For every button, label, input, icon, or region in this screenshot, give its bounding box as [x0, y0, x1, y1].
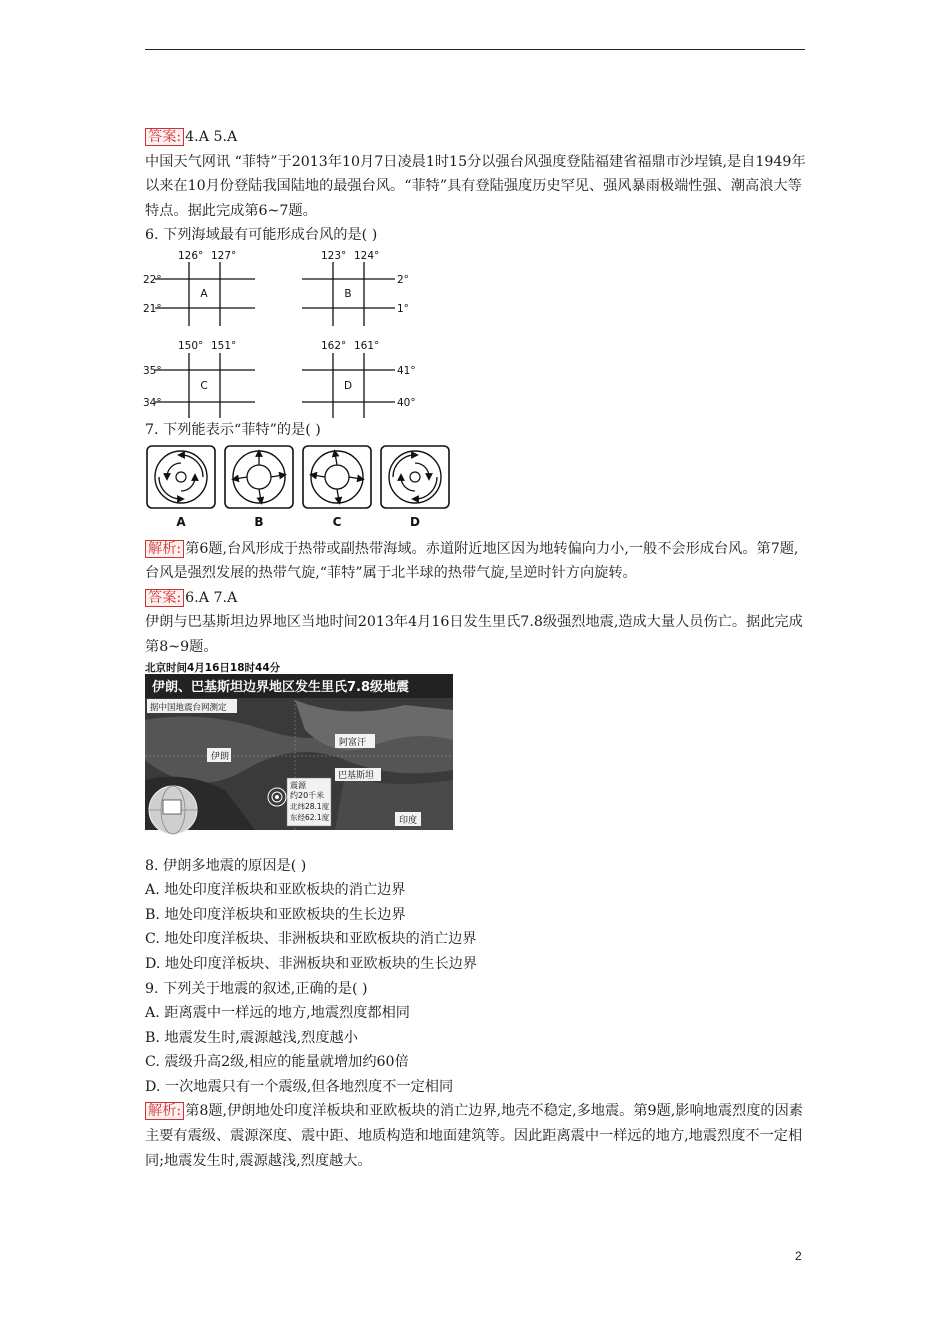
document-body [145, 125, 810, 1173]
cyclone-b-label: B [254, 514, 264, 529]
grid-d-lat-bottom: 40° [397, 396, 416, 409]
grid-b-lat-bottom: 1° [397, 302, 409, 315]
q9-option-d: D. 一次地震只有一个震级,但各地烈度不一定相同 [145, 1078, 454, 1095]
map-source: 据中国地震台网测定 [150, 702, 227, 713]
epicenter-lon: 东经62.1度 [290, 812, 330, 822]
grid-c-lon-right: 151° [211, 339, 237, 352]
q8-option-d: D. 地处印度洋板块、非洲板块和亚欧板块的生长边界 [145, 955, 478, 972]
grid-b-lon-right: 124° [354, 249, 380, 262]
question-7: 7. 下列能表示“菲特”的是( ) [145, 421, 321, 438]
lat-lon-grid-figure [145, 248, 435, 418]
grid-b-letter: B [344, 287, 352, 300]
globe-icon [149, 786, 197, 834]
question-8: 8. 伊朗多地震的原因是( ) [145, 857, 307, 874]
map-label-afghanistan: 阿富汗 [339, 737, 367, 748]
grid-c-lat-top: 35° [143, 364, 162, 377]
cyclone-c-label: C [332, 514, 342, 529]
answer-tag: 答案: [145, 589, 184, 607]
cyclone-options-figure [145, 443, 465, 531]
q8-option-c: C. 地处印度洋板块、非洲板块和亚欧板块的消亡边界 [145, 931, 477, 948]
header-rule [145, 49, 805, 50]
grid-b [302, 250, 409, 326]
q9-option-b: B. 地震发生时,震源越浅,烈度越小 [145, 1029, 358, 1046]
grid-d-lon-left: 162° [321, 339, 347, 352]
epicenter-title: 震源 [290, 780, 306, 790]
q9-option-c: C. 震级升高2级,相应的能量就增加约60倍 [145, 1054, 409, 1071]
cyclone-a-label: A [176, 514, 186, 529]
answer-4-5: 答案: 4.A 5.A [145, 125, 810, 150]
question-9: 9. 下列关于地震的叙述,正确的是( ) [145, 980, 368, 997]
map-label-india: 印度 [399, 815, 418, 826]
q9-option-a: A. 距离震中一样远的地方,地震烈度都相同 [145, 1005, 410, 1022]
grid-c-lat-bottom: 34° [143, 396, 162, 409]
grid-b-lat-top: 2° [397, 273, 409, 286]
grid-c-letter: C [200, 379, 208, 392]
grid-d-lon-right: 161° [354, 339, 380, 352]
grid-a-letter: A [200, 287, 208, 300]
grid-a-lon-left: 126° [178, 249, 204, 262]
analysis-6-7: 解析: 第6题,台风形成于热带或副热带海域。赤道附近地区因为地转偏向力小,一般不会形成台风。第7题,台风是强烈发展的热带气旋,“菲特”属于北半球的热带气旋,呈逆时针方向旋转。 [145, 540, 799, 582]
grid-c-lon-left: 150° [178, 339, 204, 352]
grid-d-letter: D [343, 379, 353, 392]
cyclone-a-icon [147, 446, 215, 508]
cyclone-d-label: D [410, 514, 420, 529]
epicenter-lat: 北纬28.1度 [290, 801, 330, 811]
map-label-iran: 伊朗 [211, 751, 230, 762]
analysis-tag: 解析: [145, 1102, 184, 1120]
q8-option-b: B. 地处印度洋板块和亚欧板块的生长边界 [145, 906, 406, 923]
earthquake-map-figure [145, 660, 455, 832]
page-number: 2 [795, 1249, 802, 1263]
grid-d-lat-top: 41° [397, 364, 416, 377]
cyclone-b-icon [225, 446, 293, 508]
cyclone-c-icon [303, 446, 371, 508]
grid-b-lon-left: 123° [321, 249, 347, 262]
epicenter-depth: 约20千米 [290, 790, 325, 800]
cyclone-d-icon [381, 446, 449, 508]
analysis-tag: 解析: [145, 540, 184, 558]
grid-a-lat-top: 22° [143, 273, 162, 286]
earthquake-intro: 伊朗与巴基斯坦边界地区当地时间2013年4月16日发生里氏7.8级强烈地震,造成大量人员伤亡。据此完成第8~9题。 [145, 614, 803, 655]
question-6: 6. 下列海域最有可能形成台风的是( ) [145, 227, 378, 244]
map-label-pakistan: 巴基斯坦 [338, 770, 375, 781]
q8-option-a: A. 地处印度洋板块和亚欧板块的消亡边界 [145, 882, 406, 899]
grid-a-lon-right: 127° [211, 249, 237, 262]
answer-tag: 答案: [145, 128, 184, 146]
map-time: 北京时间4月16日18时44分 [145, 661, 281, 674]
grid-a [143, 250, 255, 326]
analysis-8-9: 解析: 第8题,伊朗地处印度洋板块和亚欧板块的消亡边界,地壳不稳定,多地震。第9题,影响地震烈度的因素主要有震级、震源深度、震中距、地质构造和地面建筑等。因此距离震中一样远的地方,地震烈度不一定相同;地震发生时,震源越浅,烈度越大。 [145, 1103, 803, 1169]
grid-d [302, 340, 416, 418]
grid-c [143, 340, 255, 418]
grid-a-lat-bottom: 21° [143, 302, 162, 315]
answer-6-7: 答案: 6.A 7.A [145, 586, 810, 611]
map-title: 伊朗、巴基斯坦边界地区发生里氏7.8级地震 [152, 679, 410, 695]
typhoon-intro: 中国天气网讯 “菲特”于2013年10月7日凌晨1时15分以强台风强度登陆福建省福鼎市沙埕镇,是自1949年以来在10月份登陆我国陆地的最强台风。“菲特”具有登陆强度历史罕见、强风暴雨极端性强、潮高浪大等特点。据此完成第6~7题。 [145, 153, 806, 219]
